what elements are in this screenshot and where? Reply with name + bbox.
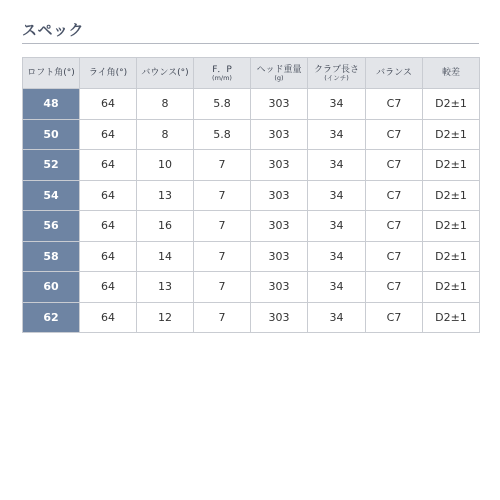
table-cell: 7 — [194, 241, 251, 272]
header-bounce — [137, 58, 194, 89]
table-cell: 13 — [137, 272, 194, 303]
table-cell: 34 — [308, 211, 366, 242]
table-cell: 8 — [137, 89, 194, 120]
table-cell: D2±1 — [423, 272, 480, 303]
table-cell: D2±1 — [423, 150, 480, 181]
table-row — [23, 272, 480, 303]
table-cell: C7 — [366, 272, 423, 303]
table-row — [23, 180, 480, 211]
table-cell: 64 — [80, 119, 137, 150]
table-cell: 303 — [251, 180, 308, 211]
table-cell: 34 — [308, 150, 366, 181]
header-unit: (m/m) — [212, 73, 232, 82]
table-cell: D2±1 — [423, 211, 480, 242]
table-cell: 303 — [251, 150, 308, 181]
header-label: バウンス(°) — [141, 68, 189, 78]
table-cell: 64 — [80, 211, 137, 242]
table-cell: 303 — [251, 119, 308, 150]
table-row — [23, 211, 480, 242]
table-row — [23, 89, 480, 120]
table-cell: 64 — [80, 272, 137, 303]
loft-cell: 50 — [23, 119, 80, 150]
table-cell: 7 — [194, 180, 251, 211]
table-cell: 7 — [194, 302, 251, 333]
table-cell: 12 — [137, 302, 194, 333]
header-label: ヘッド重量 — [256, 64, 302, 75]
table-cell: D2±1 — [423, 180, 480, 211]
header-unit: (インチ) — [324, 73, 349, 82]
header-label: ロフト角(°) — [27, 68, 75, 78]
table-cell: 64 — [80, 89, 137, 120]
table-cell: 34 — [308, 180, 366, 211]
table-cell: 14 — [137, 241, 194, 272]
table-row — [23, 302, 480, 333]
header-label: 較差 — [441, 68, 460, 78]
table-row — [23, 119, 480, 150]
table-cell: 5.8 — [194, 119, 251, 150]
loft-cell: 58 — [23, 241, 80, 272]
table-cell: 7 — [194, 150, 251, 181]
header-fp — [194, 58, 251, 89]
header-club-length — [308, 58, 366, 89]
table-cell: 303 — [251, 272, 308, 303]
table-cell: 64 — [80, 241, 137, 272]
loft-cell: 52 — [23, 150, 80, 181]
header-head-weight — [251, 58, 308, 89]
header-lie — [80, 58, 137, 89]
header-balance — [366, 58, 423, 89]
section-title: スペック — [22, 21, 85, 39]
table-cell: C7 — [366, 180, 423, 211]
table-cell: 34 — [308, 119, 366, 150]
header-label: バランス — [376, 68, 412, 78]
table-cell: 5.8 — [194, 89, 251, 120]
table-cell: D2±1 — [423, 241, 480, 272]
header-loft — [23, 58, 80, 89]
table-cell: 16 — [137, 211, 194, 242]
table-cell: C7 — [366, 211, 423, 242]
table-cell: D2±1 — [423, 119, 480, 150]
table-cell: D2±1 — [423, 89, 480, 120]
table-cell: C7 — [366, 302, 423, 333]
table-cell: 8 — [137, 119, 194, 150]
table-cell: 10 — [137, 150, 194, 181]
table-cell: C7 — [366, 119, 423, 150]
table-cell: 303 — [251, 89, 308, 120]
table-cell: 34 — [308, 272, 366, 303]
header-row — [23, 58, 480, 89]
spec-table — [22, 57, 480, 333]
table-cell: D2±1 — [423, 302, 480, 333]
table-cell: 13 — [137, 180, 194, 211]
loft-cell: 60 — [23, 272, 80, 303]
table-cell: 7 — [194, 272, 251, 303]
table-cell: 7 — [194, 211, 251, 242]
title-divider — [22, 43, 479, 44]
table-row — [23, 150, 480, 181]
table-row — [23, 241, 480, 272]
header-label: クラブ長さ — [313, 64, 359, 75]
table-cell: 303 — [251, 211, 308, 242]
header-label: F．P — [212, 64, 232, 75]
table-cell: 64 — [80, 302, 137, 333]
table-cell: 64 — [80, 180, 137, 211]
header-label: ライ角(°) — [88, 68, 128, 78]
loft-cell: 54 — [23, 180, 80, 211]
table-cell: C7 — [366, 150, 423, 181]
table-cell: 34 — [308, 241, 366, 272]
table-cell: C7 — [366, 241, 423, 272]
table-cell: 34 — [308, 89, 366, 120]
table-cell: C7 — [366, 89, 423, 120]
loft-cell: 56 — [23, 211, 80, 242]
loft-cell: 62 — [23, 302, 80, 333]
header-unit: (g) — [274, 73, 284, 82]
header-tolerance — [423, 58, 480, 89]
table-cell: 34 — [308, 302, 366, 333]
table-cell: 303 — [251, 302, 308, 333]
loft-cell: 48 — [23, 89, 80, 120]
table-cell: 303 — [251, 241, 308, 272]
table-cell: 64 — [80, 150, 137, 181]
